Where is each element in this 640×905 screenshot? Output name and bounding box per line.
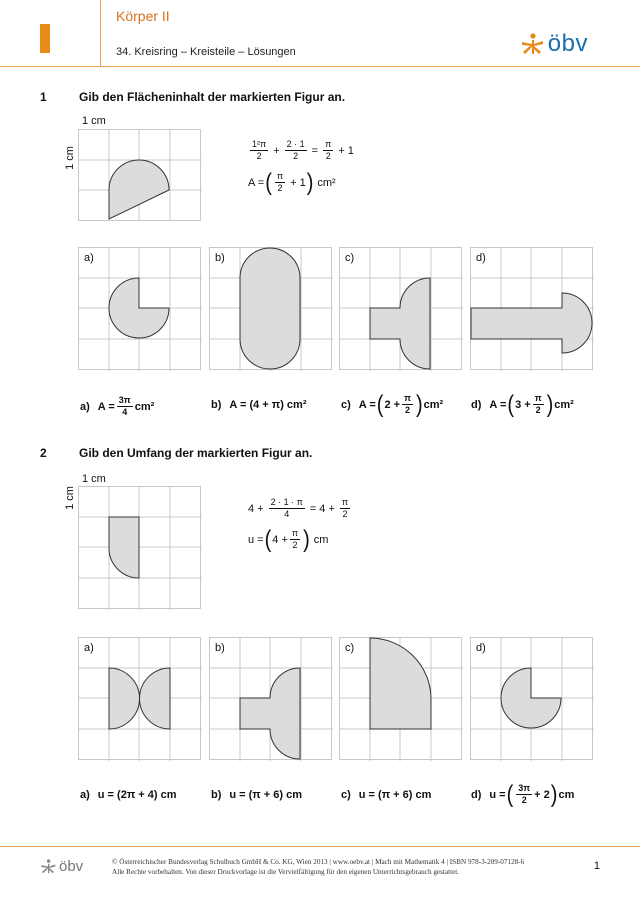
- answer-pre: A =: [489, 398, 507, 411]
- example-2-equation: [248, 498, 352, 519]
- paren-open: (: [264, 526, 272, 553]
- figure-2b-label: b): [215, 642, 225, 654]
- frac-den: 2: [256, 151, 262, 161]
- frac-num: π: [404, 393, 411, 403]
- paren-close: ): [550, 781, 558, 808]
- answer-unit: cm²: [423, 398, 444, 411]
- lhs: u =: [248, 533, 264, 546]
- logo-text: öbv: [547, 30, 588, 57]
- scale-x-label-2: 1 cm: [82, 473, 106, 485]
- task-2-instruction: Gib den Umfang der markierten Figur an.: [79, 446, 313, 460]
- footer-line-1: © Österreichischer Bundesverlag Schulbuch GmbH & Co. KG, Wien 2013 | www.oebv.at | Mach mit Mathematik 4 | ISBN 978-3-209-07128-6: [112, 858, 525, 866]
- paren-close: ): [415, 391, 423, 418]
- answer-1d: [471, 391, 574, 418]
- footer-logo-text: öbv: [59, 858, 84, 875]
- answer-1b: [211, 399, 306, 411]
- scale-y-label: 1 cm: [63, 146, 76, 170]
- figure-1a: [78, 247, 202, 371]
- answer-term: 2 +: [384, 398, 401, 411]
- frac-den: 4: [122, 407, 128, 417]
- answer-label: a): [80, 789, 90, 801]
- figure-1c-label: c): [345, 252, 355, 264]
- frac-den: 2: [277, 183, 283, 193]
- answer-text: u = (π + 6) cm: [229, 789, 303, 801]
- page-title: Körper II: [116, 8, 170, 24]
- answer-label: c): [341, 398, 351, 411]
- answer-1a: [80, 396, 154, 417]
- paren-open: (: [507, 391, 515, 418]
- lhs: A =: [248, 176, 265, 189]
- frac-den: 2: [535, 405, 541, 415]
- scale-y-label-2: 1 cm: [63, 486, 76, 510]
- header-rule: [0, 66, 640, 67]
- figure-1b: [209, 247, 333, 371]
- scale-x-label: 1 cm: [82, 115, 106, 127]
- answer-1c: [341, 391, 444, 418]
- answer-text: u = (π + 6) cm: [358, 789, 432, 801]
- frac-den: 2: [293, 151, 299, 161]
- answer-unit: cm: [558, 788, 575, 801]
- paren-open: (: [506, 781, 514, 808]
- frac-num: π: [534, 393, 542, 403]
- answer-label: a): [80, 400, 90, 413]
- frac-den: 2: [325, 151, 331, 161]
- figure-1c: [339, 247, 463, 371]
- answer-pre: u =: [489, 788, 506, 801]
- star-logo-icon: [520, 33, 544, 55]
- answer-label: b): [211, 789, 222, 801]
- answer-2c: [341, 789, 431, 801]
- figure-2c-label: c): [345, 642, 355, 654]
- answer-text: A = (4 + π) cm²: [229, 399, 307, 411]
- header-accent-bar: [40, 24, 50, 53]
- task-1-number: 1: [40, 90, 47, 104]
- term: = 4 +: [309, 502, 335, 515]
- publisher-logo: [520, 30, 588, 58]
- term: 4 +: [272, 533, 288, 546]
- example-grid-1: [78, 129, 202, 221]
- figure-1b-label: b): [215, 252, 225, 264]
- example-1-equation: [248, 140, 354, 161]
- frac-num: 2 · 1: [286, 139, 305, 149]
- figure-2d: [470, 637, 594, 761]
- header-divider: [100, 0, 101, 66]
- task-2-number: 2: [40, 446, 47, 460]
- answer-term: 3 +: [515, 398, 531, 411]
- answer-pre: A =: [97, 400, 115, 413]
- frac-num: 3π: [518, 783, 531, 793]
- answer-label: c): [341, 789, 351, 801]
- example-grid-2: [78, 486, 202, 610]
- answer-label: b): [211, 399, 222, 411]
- frac-num: 2 · 1 · π: [270, 497, 303, 507]
- example-2-result: [248, 526, 329, 553]
- footer-logo: [40, 858, 83, 875]
- unit: cm²: [317, 176, 336, 189]
- answer-unit: cm²: [134, 400, 155, 413]
- frac-num: π: [341, 497, 349, 507]
- frac-num: π: [291, 528, 299, 538]
- frac-den: 2: [521, 795, 527, 805]
- answer-pre: A =: [358, 398, 376, 411]
- page-subtitle: 34. Kreisring – Kreisteile – Lösungen: [116, 46, 296, 58]
- figure-1a-label: a): [84, 252, 94, 264]
- figure-2a-label: a): [84, 642, 94, 654]
- frac-den: 2: [405, 405, 411, 415]
- frac-num: 3π: [118, 395, 131, 405]
- term: 4 +: [248, 502, 264, 515]
- frac-den: 2: [342, 509, 348, 519]
- example-1-result: [248, 169, 336, 196]
- answer-term: + 2: [534, 788, 550, 801]
- frac-num: π: [276, 171, 284, 181]
- figure-2c: [339, 637, 463, 761]
- figure-2b: [209, 637, 333, 761]
- answer-2a: [80, 789, 177, 801]
- term: + 1: [290, 176, 306, 189]
- answer-label: d): [471, 398, 482, 411]
- op: + 1: [338, 144, 354, 157]
- answer-text: u = (2π + 4) cm: [97, 789, 177, 801]
- paren-close: ): [306, 169, 314, 196]
- task-1-instruction: Gib den Flächeninhalt der markierten Figur an.: [79, 90, 346, 104]
- answer-2d: [471, 781, 575, 808]
- footer-rule: [0, 846, 640, 847]
- page-number: 1: [593, 860, 600, 872]
- frac-den: 4: [284, 509, 290, 519]
- footer-line-2: Alle Rechte vorbehalten. Von dieser Druckvorlage ist die Vervielfältigung für den eigenen Unterrichtsgebrauch gestattet.: [112, 868, 460, 876]
- footer-copyright: [112, 857, 524, 877]
- figure-2d-label: d): [476, 642, 486, 654]
- frac-num: 1²π: [252, 139, 267, 149]
- figure-1d-label: d): [476, 252, 486, 264]
- figure-1d: [470, 247, 594, 371]
- answer-unit: cm²: [554, 398, 574, 411]
- paren-open: (: [265, 169, 272, 196]
- answer-2b: [211, 789, 302, 801]
- figure-2a: [78, 637, 202, 761]
- star-logo-icon: [40, 859, 56, 874]
- op: =: [311, 144, 319, 157]
- answer-label: d): [471, 788, 482, 801]
- unit: cm: [313, 533, 329, 546]
- frac-num: π: [325, 139, 332, 149]
- frac-den: 2: [292, 540, 298, 550]
- paren-close: ): [303, 526, 310, 553]
- paren-close: ): [546, 391, 554, 418]
- op: +: [273, 144, 280, 157]
- paren-open: (: [376, 391, 384, 418]
